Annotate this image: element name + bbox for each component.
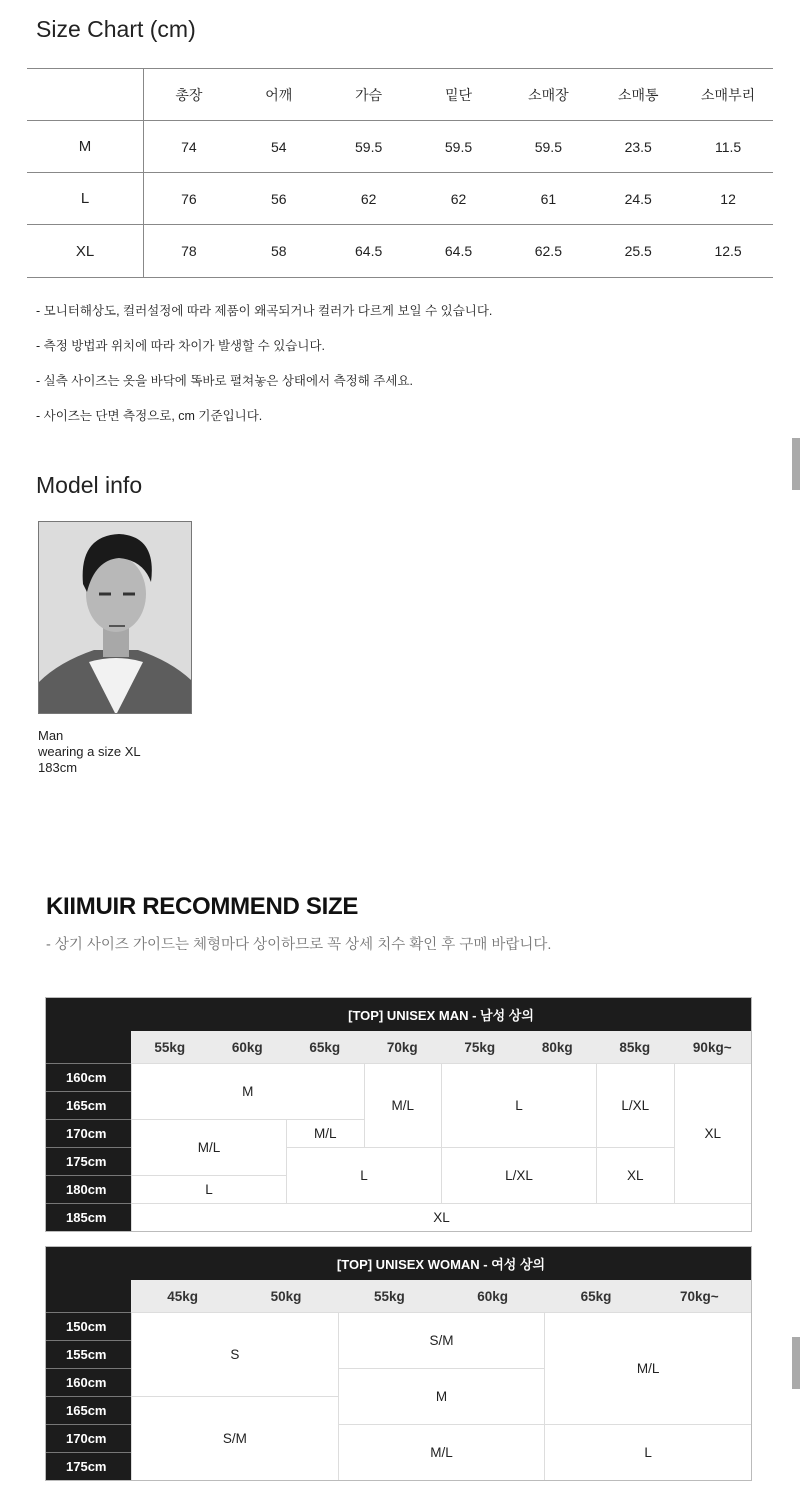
note: - 실측 사이즈는 옷을 바닥에 똑바로 펼쳐놓은 상태에서 측정해 주세요.: [36, 374, 413, 388]
weight-header: 80kg: [519, 1031, 597, 1063]
size-label: L: [27, 173, 144, 224]
size-grid: [46, 1031, 751, 1231]
model-details: [38, 728, 141, 776]
height-label: 165cm: [46, 1091, 131, 1119]
column-header: 총장: [175, 86, 203, 103]
size-cell: M: [338, 1368, 545, 1424]
model-info-title: Model info: [36, 472, 143, 498]
height-label: 185cm: [46, 1203, 131, 1231]
size-cell: L: [286, 1147, 441, 1203]
size-chart-title: Size Chart (cm): [36, 16, 196, 42]
measurement-cell: 58: [271, 243, 287, 259]
measurement-cell: 59.5: [444, 138, 473, 155]
measurement-cell: 11.5: [714, 138, 742, 155]
man-recommend-table: [45, 997, 752, 1232]
model-gender: Man: [38, 728, 64, 743]
table-title: [TOP] UNISEX WOMAN - 여성 상의: [46, 1247, 751, 1280]
height-label: 175cm: [46, 1452, 131, 1480]
measurement-cell: 62: [360, 190, 377, 207]
column-header: 밑단: [444, 86, 473, 103]
size-cell: S/M: [131, 1396, 338, 1480]
size-cell: L: [441, 1063, 596, 1147]
measurement-cell: 24.5: [624, 190, 652, 207]
measurement-cell: 59.5: [534, 138, 562, 155]
measurement-cell: 25.5: [624, 243, 652, 259]
table-title: [TOP] UNISEX MAN - 남성 상의: [46, 998, 751, 1031]
weight-header: 75kg: [441, 1031, 519, 1063]
size-cell: M/L: [286, 1119, 364, 1147]
weight-header: 55kg: [338, 1280, 441, 1312]
column-header: 가슴: [355, 86, 383, 103]
weight-header: 50kg: [234, 1280, 337, 1312]
height-label: 160cm: [46, 1063, 131, 1091]
size-label: M: [27, 121, 144, 172]
weight-header: 70kg~: [648, 1280, 751, 1312]
height-label: 175cm: [46, 1147, 131, 1175]
height-label: 160cm: [46, 1368, 131, 1396]
header-row: [27, 69, 773, 121]
size-cell: L/XL: [596, 1063, 674, 1147]
recommend-subtitle: - 상기 사이즈 가이드는 체형마다 상이하므로 꼭 상세 치수 확인 후 구매 바랍니다.: [46, 937, 552, 953]
weight-header: 65kg: [286, 1031, 364, 1063]
size-cell: XL: [674, 1063, 752, 1203]
weight-header: 65kg: [544, 1280, 647, 1312]
size-cell: M/L: [338, 1424, 545, 1480]
measurement-cell: 23.5: [624, 138, 652, 155]
size-cell: S/M: [338, 1312, 545, 1368]
size-cell: M/L: [131, 1119, 286, 1175]
size-cell: L/XL: [441, 1147, 596, 1203]
table-row: [27, 225, 773, 277]
size-chart-table: [27, 68, 773, 278]
weight-header: 45kg: [131, 1280, 234, 1312]
size-cell: M/L: [364, 1063, 442, 1147]
height-label: 180cm: [46, 1175, 131, 1203]
recommend-title: KIIMUIR RECOMMEND SIZE: [46, 893, 359, 920]
measurement-cell: 62: [450, 190, 467, 207]
measurement-cell: 62.5: [534, 243, 562, 259]
measurement-cell: 59.5: [355, 138, 383, 155]
table-row: [27, 173, 773, 225]
scroll-indicator[interactable]: [792, 1337, 800, 1389]
measurement-cell: 76: [181, 190, 197, 207]
column-header: 소매장: [528, 86, 569, 103]
size-cell: XL: [131, 1203, 751, 1231]
size-cell: S: [131, 1312, 338, 1396]
size-cell: M: [131, 1063, 364, 1119]
weight-header: 90kg~: [674, 1031, 752, 1063]
woman-recommend-table: [45, 1246, 752, 1481]
measurement-cell: 61: [540, 190, 557, 207]
note: - 모니터해상도, 컬러설정에 따라 제품이 왜곡되거나 컬러가 다르게 보일 수 있습니다.: [36, 304, 493, 318]
table-row: [27, 121, 773, 173]
measurement-cell: 64.5: [355, 243, 383, 259]
size-grid: [46, 1280, 751, 1480]
size-label: XL: [27, 225, 144, 277]
height-label: 150cm: [46, 1312, 131, 1340]
size-cell: L: [544, 1424, 751, 1480]
height-label: 170cm: [46, 1424, 131, 1452]
weight-header: 55kg: [131, 1031, 209, 1063]
measurement-cell: 78: [181, 243, 197, 259]
size-cell: XL: [596, 1147, 674, 1203]
size-cell: M/L: [544, 1312, 751, 1424]
column-header: 어깨: [265, 86, 293, 103]
note: - 측정 방법과 위치에 따라 차이가 발생할 수 있습니다.: [36, 339, 325, 353]
weight-header: 60kg: [441, 1280, 544, 1312]
weight-header: 70kg: [364, 1031, 442, 1063]
scroll-indicator[interactable]: [792, 438, 800, 490]
column-header: 소매부리: [701, 86, 756, 103]
corner-cell: [46, 1031, 131, 1063]
measurement-cell: 56: [271, 190, 287, 207]
size-cell: L: [131, 1175, 286, 1203]
measurement-cell: 54: [271, 138, 287, 155]
corner-cell: [46, 1280, 131, 1312]
model-photo: [38, 521, 192, 714]
measurement-cell: 12: [720, 190, 736, 207]
measurement-cell: 64.5: [444, 243, 473, 259]
height-label: 165cm: [46, 1396, 131, 1424]
weight-header: 85kg: [596, 1031, 674, 1063]
height-label: 170cm: [46, 1119, 131, 1147]
measurement-cell: 74: [181, 138, 197, 155]
corner-cell: [27, 69, 144, 120]
model-wearing-size: wearing a size XL: [38, 744, 141, 759]
note: - 사이즈는 단면 측정으로, cm 기준입니다.: [36, 409, 263, 423]
model-height: 183cm: [38, 760, 78, 775]
measurement-cell: 12.5: [714, 243, 742, 259]
weight-header: 60kg: [209, 1031, 287, 1063]
notes-list: [36, 301, 492, 441]
column-header: 소매통: [617, 86, 659, 103]
height-label: 155cm: [46, 1340, 131, 1368]
